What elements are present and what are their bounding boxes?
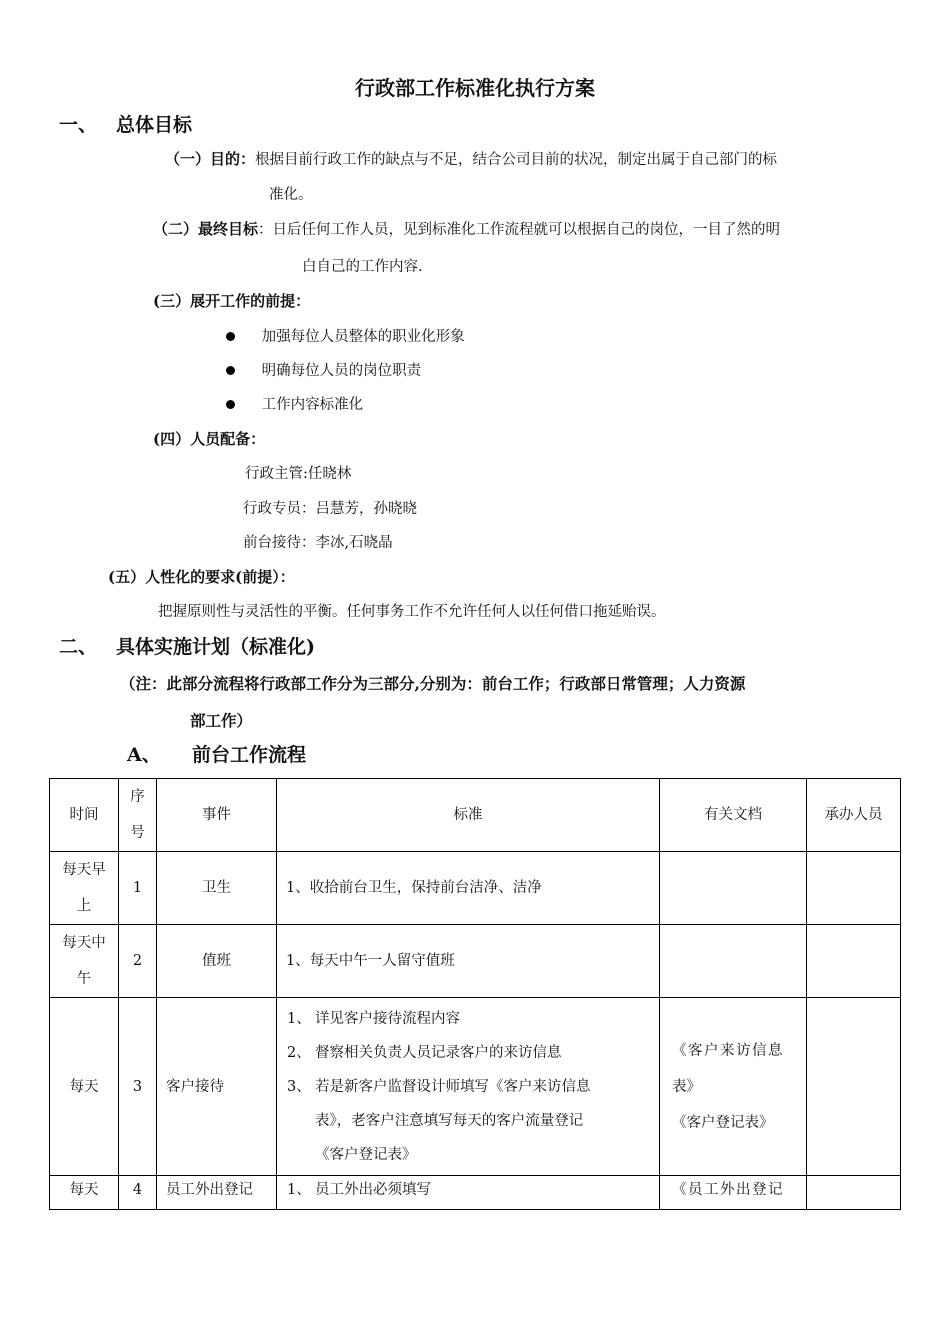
cell-docs xyxy=(660,998,807,1176)
staff-label: (四）人员配备： xyxy=(153,430,266,448)
cell-time: 每天 xyxy=(50,1176,119,1210)
cell-standard: 1、每天中午一人留守值班 xyxy=(277,925,660,998)
standard-num: 1、 xyxy=(287,1182,311,1198)
goal-final-text-cont: 白自己的工作内容. xyxy=(302,259,423,275)
standard-line xyxy=(277,1070,659,1104)
doc-line: 《客户登记表》 xyxy=(672,1114,774,1131)
standard-num: 1、 xyxy=(287,1010,311,1027)
subsection-a-number: A、 xyxy=(127,744,161,766)
header-seq xyxy=(119,779,157,852)
cell-time: 每天 xyxy=(50,998,119,1176)
cell-seq: 3 xyxy=(119,998,157,1176)
section-2-number: 二、 xyxy=(59,636,98,658)
cell-standard: 1、收拾前台卫生，保持前台洁净、洁净 xyxy=(277,852,660,925)
cell-event: 卫生 xyxy=(157,852,277,925)
cell-standard xyxy=(277,1176,660,1210)
section-2-note: （注：此部分流程将行政部工作分为三部分,分别为：前台工作；行政部日常管理；人力资源 xyxy=(120,674,746,693)
header-person: 承办人员 xyxy=(807,779,901,852)
bullet-icon xyxy=(226,366,235,375)
standard-text: 详见客户接待流程内容 xyxy=(315,1010,460,1027)
cell-docs xyxy=(660,852,807,925)
goal-final-label: （二）最终目标 xyxy=(153,220,259,238)
goal-purpose-text-cont: 准化。 xyxy=(269,187,313,203)
cell-event: 客户接待 xyxy=(157,998,277,1176)
table-header-row xyxy=(50,779,901,852)
cell-time-line: 每天早 xyxy=(62,862,106,878)
doc-line: 表》 xyxy=(672,1078,701,1095)
standard-text: 若是新客户监督设计师填写《客户来访信息 xyxy=(315,1078,591,1095)
cell-seq: 4 xyxy=(119,1176,157,1210)
goal-purpose-label: （一）目的： xyxy=(165,150,256,168)
goal-final-text: ：日后任何工作人员，见到标准化工作流程就可以根据自己的岗位，一目了然的明 xyxy=(258,222,781,238)
cell-time-line: 上 xyxy=(76,898,92,914)
premise-label: (三）展开工作的前提： xyxy=(153,292,311,310)
cell-docs xyxy=(660,925,807,998)
standard-text: 督察相关负责人员记录客户的来访信息 xyxy=(315,1044,562,1061)
table-row xyxy=(50,925,901,998)
humanize-text: 把握原则性与灵活性的平衡。任何事务工作不允许任何人以任何借口拖延贻误。 xyxy=(158,604,666,620)
cell-time-line: 每天中 xyxy=(62,935,106,951)
cell-time-line: 午 xyxy=(76,971,92,987)
staff-line: 行政专员：吕慧芳，孙晓晓 xyxy=(243,501,417,517)
cell-person xyxy=(807,852,901,925)
section-1-heading: 总体目标 xyxy=(116,114,193,136)
cell-standard xyxy=(277,998,660,1176)
standard-num: 3、 xyxy=(287,1078,311,1095)
cell-time xyxy=(50,925,119,998)
standard-line: 《客户登记表》 xyxy=(315,1146,417,1163)
cell-time xyxy=(50,852,119,925)
section-2-heading: 具体实施计划（标准化) xyxy=(116,636,315,658)
header-seq-line: 号 xyxy=(130,825,145,841)
bullet-text: 加强每位人员整体的职业化形象 xyxy=(261,329,465,345)
standard-line xyxy=(277,1176,659,1204)
standard-line: 表》，老客户注意填写每天的客户流量登记 xyxy=(315,1112,584,1129)
bullet-icon xyxy=(226,400,235,409)
bullet-text: 明确每位人员的岗位职责 xyxy=(261,363,422,379)
standard-line xyxy=(277,1036,659,1070)
bullet-icon xyxy=(226,332,235,341)
bullet-item xyxy=(226,393,363,414)
section-2-note-cont: 部工作） xyxy=(190,711,253,730)
standard-text: 员工外出必须填写 xyxy=(315,1182,431,1198)
header-time: 时间 xyxy=(50,779,119,852)
table-row xyxy=(50,1176,901,1210)
subsection-a-heading: 前台工作流程 xyxy=(192,744,307,766)
humanize-label: (五）人性化的要求(前提）： xyxy=(108,568,295,586)
header-standard: 标准 xyxy=(277,779,660,852)
cell-seq: 2 xyxy=(119,925,157,998)
standard-line xyxy=(277,1002,659,1036)
section-1-number: 一、 xyxy=(59,114,98,136)
cell-docs: 《员工外出登记 xyxy=(660,1176,807,1210)
staff-line: 行政主管:任晓林 xyxy=(245,466,352,482)
cell-person xyxy=(807,1176,901,1210)
doc-line: 《客户来访信息 xyxy=(672,1042,784,1059)
header-event: 事件 xyxy=(157,779,277,852)
goal-purpose-text: 根据目前行政工作的缺点与不足，结合公司目前的状况，制定出属于自己部门的标 xyxy=(255,152,778,168)
cell-event: 值班 xyxy=(157,925,277,998)
bullet-item xyxy=(226,359,421,380)
cell-person xyxy=(807,998,901,1176)
standard-num: 2、 xyxy=(287,1044,311,1061)
staff-line: 前台接待：李冰,石晓晶 xyxy=(243,535,393,551)
cell-person xyxy=(807,925,901,998)
table-row xyxy=(50,998,901,1176)
header-seq-line: 序 xyxy=(130,789,145,805)
front-desk-table xyxy=(49,778,901,1210)
page-title: 行政部工作标准化执行方案 xyxy=(355,76,595,100)
bullet-item xyxy=(226,325,465,346)
goal-final xyxy=(153,218,780,239)
goal-purpose xyxy=(165,148,777,169)
cell-seq: 1 xyxy=(119,852,157,925)
header-docs: 有关文档 xyxy=(660,779,807,852)
cell-event: 员工外出登记 xyxy=(157,1176,277,1210)
bullet-text: 工作内容标准化 xyxy=(261,397,364,413)
table-row xyxy=(50,852,901,925)
